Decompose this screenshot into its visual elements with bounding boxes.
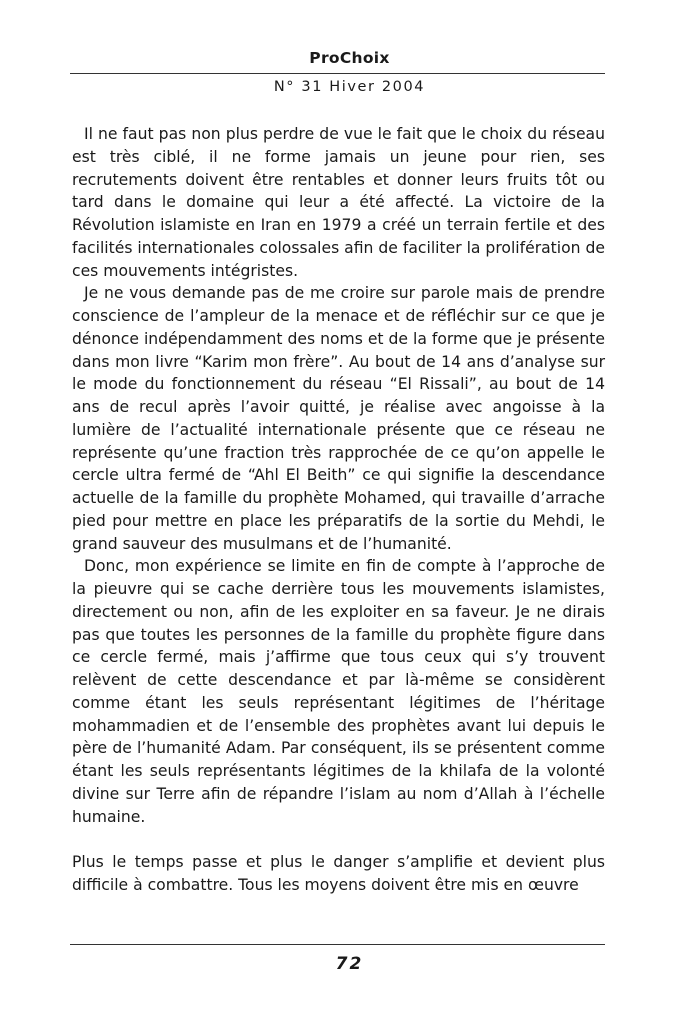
journal-title: ProChoix <box>309 49 390 67</box>
article-body <box>72 123 605 897</box>
page-number: 72 <box>335 954 364 974</box>
paragraph: Donc, mon expérience se limite en fin de compte à l’approche de la pieuvre qui se cache derrière tous les mouvements islamistes, directement ou non, afin de les exploiter en sa faveur. Je ne dirais pas que toutes les personnes de la famille du prophète figure dans ce cercle fermé, mais j’affirme que tous ceux qui s’y trouvent relèvent de cette descendance et par là-même se considèrent comme étant les seuls représentant légitimes de l’héritage mohammadien et de l’ensemble des prophètes avant lui depuis le père de l’humanité Adam. Par conséquent, ils se présentent comme étant les seuls représentants légitimes de la khilafa de la volonté divine sur Terre afin de répandre l’islam au nom d’Allah à l’échelle humaine. <box>72 557 605 826</box>
paragraph: Je ne vous demande pas de me croire sur parole mais de prendre conscience de l’ampleur de la menace et de réfléchir sur ce que je dénonce indépendamment des noms et de la forme que je présente dans mon livre “Karim mon frère”. Au bout de 14 ans d’analyse sur le mode du fonctionnement du réseau “El Rissali”, au bout de 14 ans de recul après l’avoir quitté, je réalise avec angoisse à la lumière de l’actualité internationale présente que ce réseau ne représente qu’une fraction très rapprochée de ce qu’on appelle le cercle ultra fermé de “Ahl El Beith” ce qui signifie la descendance actuelle de la famille du prophète Mohamed, qui travaille d’arrache pied pour mettre en place les préparatifs de la sortie du Mehdi, le grand sauveur des musulmans et de l’humanité. <box>72 284 605 553</box>
header-divider <box>70 73 605 74</box>
footer-divider <box>70 944 605 945</box>
paragraph: Plus le temps passe et plus le danger s’amplifie et devient plus difficile à combattre. Tous les moyens doivent être mis en œuvre <box>72 853 605 894</box>
issue-info: N° 31 Hiver 2004 <box>273 79 426 95</box>
paragraph: Il ne faut pas non plus perdre de vue le fait que le choix du réseau est très ciblé, il ne forme jamais un jeune pour rien, ses recrutements doivent être rentables et donner leurs fruits tôt ou tard dans le domaine qui leur a été affecté. La victoire de la Révolution islamiste en Iran en 1979 a créé un terrain fertile et des facilités internationales colossales afin de faciliter la prolifération de ces mouvements intégristes. <box>72 125 605 280</box>
